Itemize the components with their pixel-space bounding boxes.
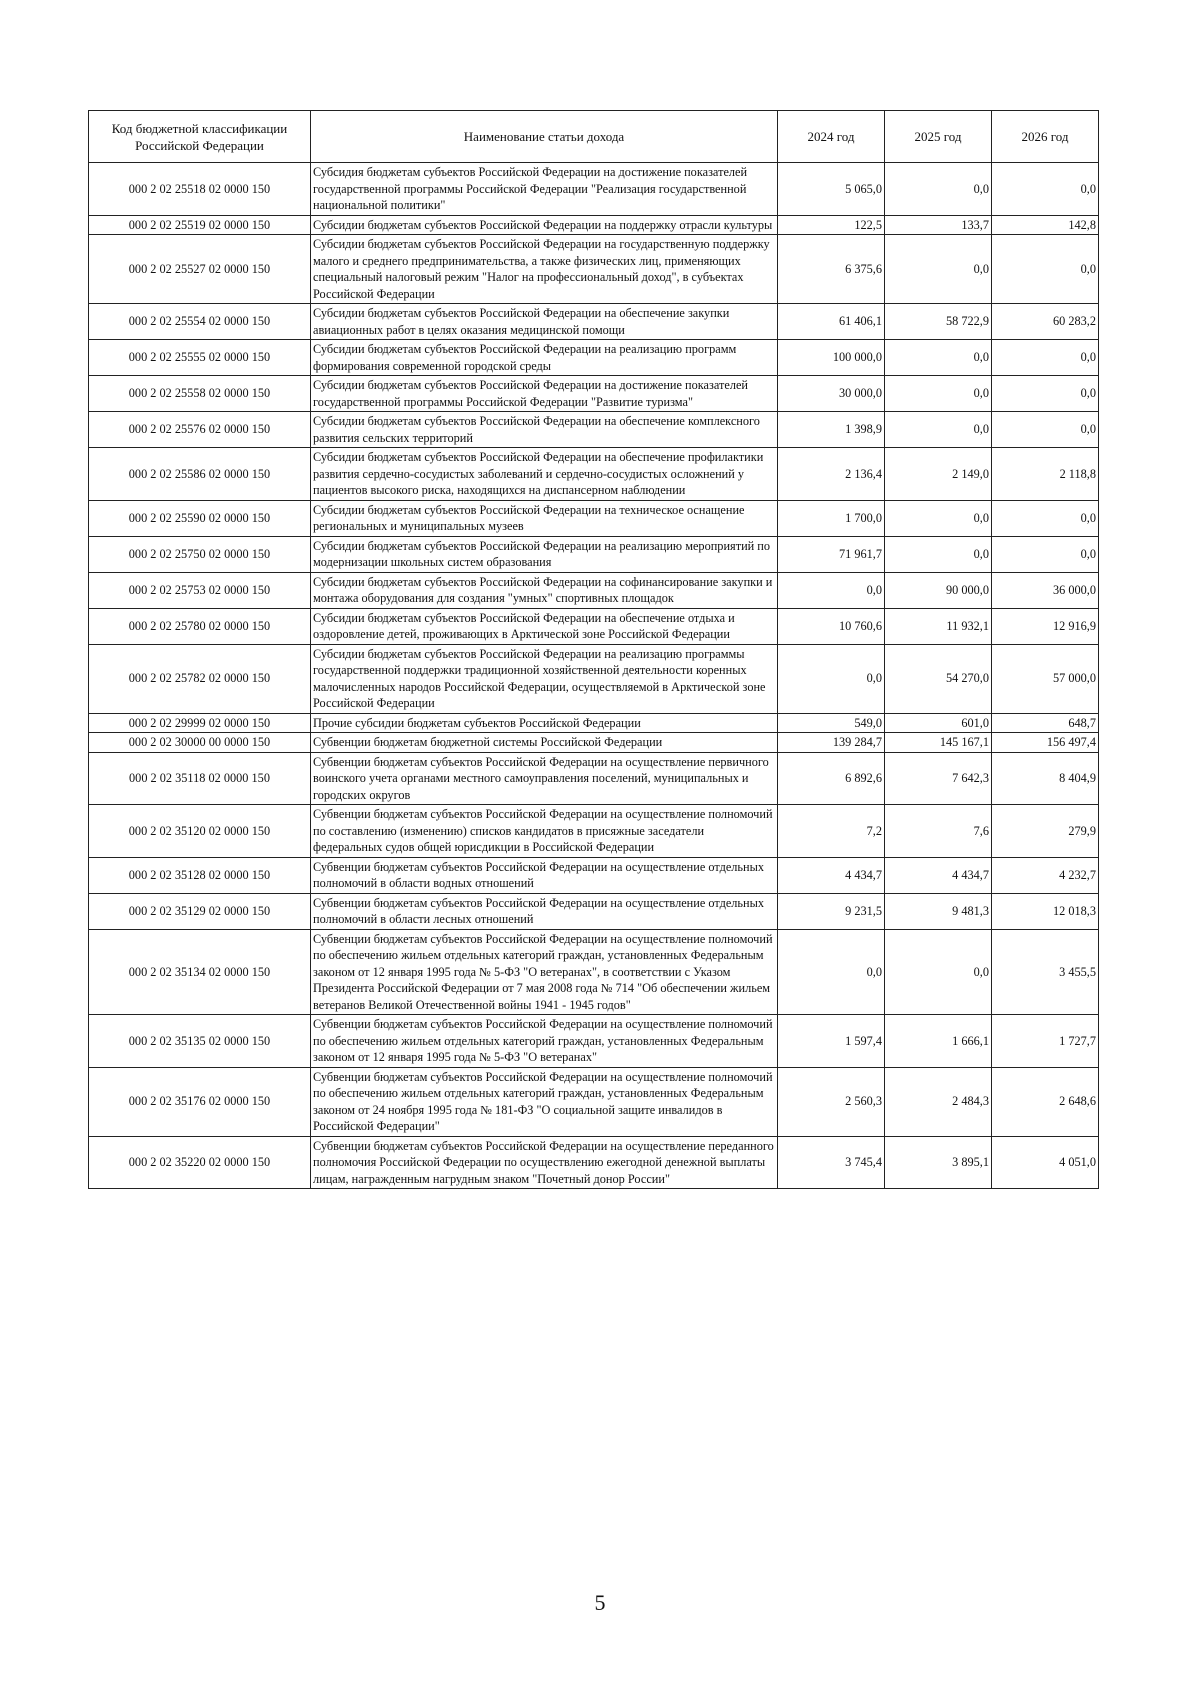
row-2025: 2 149,0: [885, 448, 992, 501]
header-code: Код бюджетной классификации Российской Федерации: [89, 111, 311, 163]
row-code: 000 2 02 29999 02 0000 150: [89, 713, 311, 733]
row-name: Субсидии бюджетам субъектов Российской Федерации на техническое оснащение региональных и муниципальных музеев: [311, 500, 778, 536]
row-2026: 1 727,7: [992, 1015, 1099, 1068]
row-2025: 0,0: [885, 412, 992, 448]
row-code: 000 2 02 25782 02 0000 150: [89, 644, 311, 713]
row-code: 000 2 02 35135 02 0000 150: [89, 1015, 311, 1068]
row-2025: 0,0: [885, 235, 992, 304]
row-2026: 156 497,4: [992, 733, 1099, 753]
row-name: Субсидия бюджетам субъектов Российской Федерации на достижение показателей государственной программы Российской Федерации "Реализация государственной национальной политики": [311, 163, 778, 216]
row-2025: 0,0: [885, 929, 992, 1015]
row-2024: 61 406,1: [778, 304, 885, 340]
table-header-row: [89, 111, 1099, 163]
row-2026: 12 018,3: [992, 893, 1099, 929]
row-name: Субвенции бюджетам субъектов Российской Федерации на осуществление полномочий по составлению (изменению) списков кандидатов в присяжные заседатели федеральных судов общей юрисдикции в Российской Федерации: [311, 805, 778, 858]
table-row: [89, 752, 1099, 805]
row-code: 000 2 02 25576 02 0000 150: [89, 412, 311, 448]
row-2025: 0,0: [885, 340, 992, 376]
header-2025: 2025 год: [885, 111, 992, 163]
table-row: [89, 536, 1099, 572]
row-2024: 100 000,0: [778, 340, 885, 376]
row-2024: 6 892,6: [778, 752, 885, 805]
row-name: Субсидии бюджетам субъектов Российской Федерации на обеспечение закупки авиационных работ в целях оказания медицинской помощи: [311, 304, 778, 340]
row-2024: 549,0: [778, 713, 885, 733]
row-2025: 601,0: [885, 713, 992, 733]
row-name: Субсидии бюджетам субъектов Российской Федерации на обеспечение комплексного развития сельских территорий: [311, 412, 778, 448]
row-name: Субвенции бюджетам субъектов Российской Федерации на осуществление первичного воинского учета органами местного самоуправления поселений, муниципальных и городских округов: [311, 752, 778, 805]
row-2025: 133,7: [885, 215, 992, 235]
row-code: 000 2 02 25555 02 0000 150: [89, 340, 311, 376]
row-2026: 0,0: [992, 235, 1099, 304]
table-row: [89, 1015, 1099, 1068]
row-name: Субвенции бюджетам субъектов Российской Федерации на осуществление отдельных полномочий в области лесных отношений: [311, 893, 778, 929]
header-2024: 2024 год: [778, 111, 885, 163]
row-2026: 36 000,0: [992, 572, 1099, 608]
row-2026: 0,0: [992, 376, 1099, 412]
table-row: [89, 893, 1099, 929]
row-code: 000 2 02 35176 02 0000 150: [89, 1067, 311, 1136]
row-code: 000 2 02 25780 02 0000 150: [89, 608, 311, 644]
row-code: 000 2 02 25753 02 0000 150: [89, 572, 311, 608]
row-code: 000 2 02 25558 02 0000 150: [89, 376, 311, 412]
row-2025: 90 000,0: [885, 572, 992, 608]
row-2026: 0,0: [992, 536, 1099, 572]
row-2024: 7,2: [778, 805, 885, 858]
row-name: Субсидии бюджетам субъектов Российской Федерации на софинансирование закупки и монтажа оборудования для создания "умных" спортивных площадок: [311, 572, 778, 608]
row-2025: 58 722,9: [885, 304, 992, 340]
table-row: [89, 412, 1099, 448]
row-2024: 0,0: [778, 929, 885, 1015]
row-2025: 1 666,1: [885, 1015, 992, 1068]
row-2026: 0,0: [992, 412, 1099, 448]
row-2026: 648,7: [992, 713, 1099, 733]
header-name: Наименование статьи дохода: [311, 111, 778, 163]
row-2025: 4 434,7: [885, 857, 992, 893]
table-row: [89, 1136, 1099, 1189]
row-name: Субсидии бюджетам субъектов Российской Федерации на обеспечение профилактики развития сердечно-сосудистых заболеваний и сердечно-сосудистых осложнений у пациентов высокого риска, находящихся на диспансерном наблюдении: [311, 448, 778, 501]
row-2025: 54 270,0: [885, 644, 992, 713]
table-row: [89, 304, 1099, 340]
row-2026: 279,9: [992, 805, 1099, 858]
row-code: 000 2 02 35120 02 0000 150: [89, 805, 311, 858]
row-2025: 11 932,1: [885, 608, 992, 644]
row-2024: 1 700,0: [778, 500, 885, 536]
row-2026: 4 232,7: [992, 857, 1099, 893]
table-row: [89, 1067, 1099, 1136]
table-row: [89, 340, 1099, 376]
row-2025: 3 895,1: [885, 1136, 992, 1189]
row-name: Субвенции бюджетам субъектов Российской Федерации на осуществление полномочий по обеспечению жильем отдельных категорий граждан, установленных Федеральным законом от 12 января 1995 года № 5-ФЗ "О ветеранах": [311, 1015, 778, 1068]
row-2025: 145 167,1: [885, 733, 992, 753]
row-code: 000 2 02 35129 02 0000 150: [89, 893, 311, 929]
row-name: Прочие субсидии бюджетам субъектов Российской Федерации: [311, 713, 778, 733]
table-row: [89, 448, 1099, 501]
row-code: 000 2 02 35134 02 0000 150: [89, 929, 311, 1015]
row-2025: 7,6: [885, 805, 992, 858]
row-name: Субвенции бюджетам субъектов Российской Федерации на осуществление полномочий по обеспечению жильем отдельных категорий граждан, установленных Федеральным законом от 24 ноября 1995 года № 181-ФЗ "О социальной защите инвалидов в Российской Федерации": [311, 1067, 778, 1136]
row-2025: 0,0: [885, 163, 992, 216]
row-code: 000 2 02 35220 02 0000 150: [89, 1136, 311, 1189]
row-name: Субвенции бюджетам субъектов Российской Федерации на осуществление отдельных полномочий в области водных отношений: [311, 857, 778, 893]
table-row: [89, 644, 1099, 713]
table-row: [89, 857, 1099, 893]
row-2026: 3 455,5: [992, 929, 1099, 1015]
row-code: 000 2 02 25554 02 0000 150: [89, 304, 311, 340]
table-row: [89, 500, 1099, 536]
row-2026: 0,0: [992, 340, 1099, 376]
row-2024: 71 961,7: [778, 536, 885, 572]
row-code: 000 2 02 35128 02 0000 150: [89, 857, 311, 893]
row-2025: 2 484,3: [885, 1067, 992, 1136]
row-2026: 2 118,8: [992, 448, 1099, 501]
row-2024: 0,0: [778, 644, 885, 713]
row-name: Субсидии бюджетам субъектов Российской Федерации на поддержку отрасли культуры: [311, 215, 778, 235]
row-2024: 2 136,4: [778, 448, 885, 501]
row-2024: 5 065,0: [778, 163, 885, 216]
row-2026: 0,0: [992, 500, 1099, 536]
row-name: Субвенции бюджетам субъектов Российской Федерации на осуществление переданного полномочия Российской Федерации по осуществлению ежегодной денежной выплаты лицам, награжденным нагрудным знаком "Почетный донор России": [311, 1136, 778, 1189]
table-row: [89, 235, 1099, 304]
row-name: Субсидии бюджетам субъектов Российской Федерации на государственную поддержку малого и среднего предпринимательства, а также физических лиц, применяющих специальный налоговый режим "Налог на профессиональный доход", в субъектах Российской Федерации: [311, 235, 778, 304]
row-name: Субсидии бюджетам субъектов Российской Федерации на реализацию мероприятий по модернизации школьных систем образования: [311, 536, 778, 572]
table-row: [89, 713, 1099, 733]
row-code: 000 2 02 30000 00 0000 150: [89, 733, 311, 753]
row-2024: 9 231,5: [778, 893, 885, 929]
row-2026: 57 000,0: [992, 644, 1099, 713]
row-2024: 30 000,0: [778, 376, 885, 412]
table-row: [89, 929, 1099, 1015]
row-code: 000 2 02 25586 02 0000 150: [89, 448, 311, 501]
row-2024: 1 398,9: [778, 412, 885, 448]
row-name: Субвенции бюджетам бюджетной системы Российской Федерации: [311, 733, 778, 753]
row-2024: 2 560,3: [778, 1067, 885, 1136]
row-2025: 0,0: [885, 536, 992, 572]
row-code: 000 2 02 25519 02 0000 150: [89, 215, 311, 235]
row-2026: 8 404,9: [992, 752, 1099, 805]
table-row: [89, 376, 1099, 412]
row-2025: 7 642,3: [885, 752, 992, 805]
row-2024: 139 284,7: [778, 733, 885, 753]
row-2024: 1 597,4: [778, 1015, 885, 1068]
row-2025: 9 481,3: [885, 893, 992, 929]
row-2026: 0,0: [992, 163, 1099, 216]
page-number: 5: [594, 1590, 606, 1615]
table-row: [89, 163, 1099, 216]
row-2024: 4 434,7: [778, 857, 885, 893]
row-name: Субсидии бюджетам субъектов Российской Федерации на реализацию программы государственной поддержки традиционной хозяйственной деятельности коренных малочисленных народов Российской Федерации, осуществляемой в Арктической зоне Российской Федерации: [311, 644, 778, 713]
row-code: 000 2 02 25527 02 0000 150: [89, 235, 311, 304]
row-2024: 6 375,6: [778, 235, 885, 304]
row-2025: 0,0: [885, 500, 992, 536]
table-row: [89, 608, 1099, 644]
row-2026: 2 648,6: [992, 1067, 1099, 1136]
row-2024: 0,0: [778, 572, 885, 608]
row-code: 000 2 02 25750 02 0000 150: [89, 536, 311, 572]
header-2026: 2026 год: [992, 111, 1099, 163]
table-row: [89, 805, 1099, 858]
row-2025: 0,0: [885, 376, 992, 412]
row-code: 000 2 02 25590 02 0000 150: [89, 500, 311, 536]
row-name: Субсидии бюджетам субъектов Российской Федерации на обеспечение отдыха и оздоровление детей, проживающих в Арктической зоне Российской Федерации: [311, 608, 778, 644]
row-2024: 3 745,4: [778, 1136, 885, 1189]
row-code: 000 2 02 35118 02 0000 150: [89, 752, 311, 805]
table-row: [89, 215, 1099, 235]
row-name: Субвенции бюджетам субъектов Российской Федерации на осуществление полномочий по обеспечению жильем отдельных категорий граждан, установленных Федеральным законом от 12 января 1995 года № 5-ФЗ "О ветеранах", в соответствии с Указом Президента Российской Федерации от 7 мая 2008 года № 714 "Об обеспечении жильем ветеранов Великой Отечественной войны 1941 - 1945 годов": [311, 929, 778, 1015]
row-2024: 122,5: [778, 215, 885, 235]
row-2026: 12 916,9: [992, 608, 1099, 644]
row-code: 000 2 02 25518 02 0000 150: [89, 163, 311, 216]
row-2026: 142,8: [992, 215, 1099, 235]
table-row: [89, 572, 1099, 608]
table-row: [89, 733, 1099, 753]
row-2024: 10 760,6: [778, 608, 885, 644]
row-name: Субсидии бюджетам субъектов Российской Федерации на достижение показателей государственной программы Российской Федерации "Развитие туризма": [311, 376, 778, 412]
revenue-table: [88, 110, 1099, 1189]
row-name: Субсидии бюджетам субъектов Российской Федерации на реализацию программ формирования современной городской среды: [311, 340, 778, 376]
row-2026: 4 051,0: [992, 1136, 1099, 1189]
row-2026: 60 283,2: [992, 304, 1099, 340]
